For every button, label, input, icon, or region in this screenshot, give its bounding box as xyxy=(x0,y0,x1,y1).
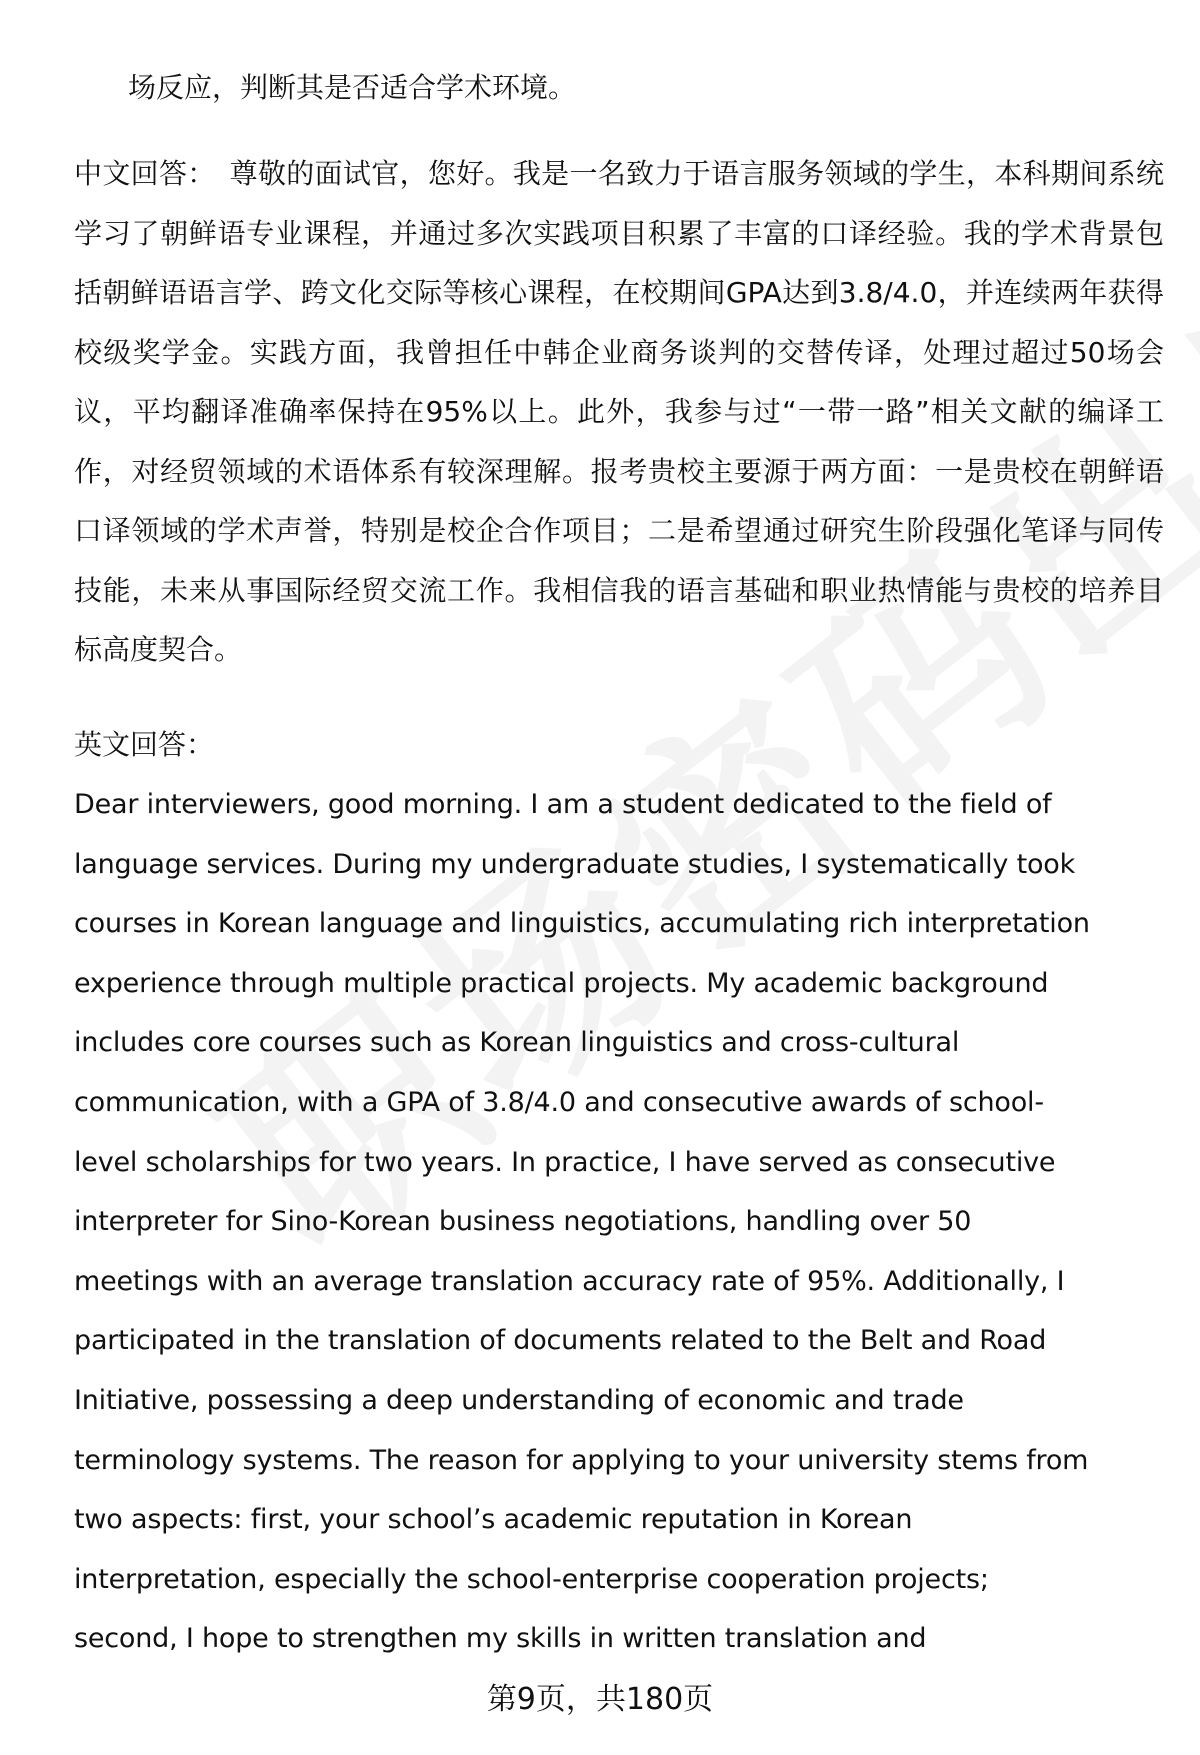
english-answer-line: experience through multiple practical projects. My academic background xyxy=(74,967,1049,999)
english-answer-line: second, I hope to strengthen my skills in written translation and xyxy=(74,1623,927,1655)
english-answer-line: Initiative, possessing a deep understanding of economic and trade xyxy=(74,1384,964,1416)
english-answer-line: meetings with an average translation accuracy rate of 95%. Additionally, I xyxy=(74,1265,1065,1297)
continuation-text: 场反应，判断其是否适合学术环境。 xyxy=(128,71,577,104)
english-answer-line: Dear interviewers, good morning. I am a student dedicated to the field of xyxy=(74,789,1052,820)
english-answer-line: courses in Korean language and linguistics, accumulating rich interpretation xyxy=(74,908,1090,940)
english-answer-line: communication, with a GPA of 3.8/4.0 and consecutive awards of school- xyxy=(74,1086,1044,1118)
english-answer-line: includes core courses such as Korean linguistics and cross-cultural xyxy=(74,1027,960,1059)
chinese-answer xyxy=(74,144,1164,680)
english-answer-line: interpreter for Sino-Korean business negotiations, handling over 50 xyxy=(74,1206,972,1238)
english-answer xyxy=(74,775,1174,1669)
english-answer-line: two aspects: first, your school’s academic reputation in Korean xyxy=(74,1504,913,1536)
chinese-answer-body: 尊敬的面试官，您好。我是一名致力于语言服务领域的学生，本科期间系统学习了朝鲜语专业课程，并通过多次实践项目积累了丰富的口译经验。我的学术背景包括朝鲜语语言学、跨文化交际等核心课程，在校期间GPA达到3.8/4.0，并连续两年获得校级奖学金。实践方面，我曾担任中韩企业商务谈判的交替传译，处理过超过50场会议，平均翻译准确率保持在95%以上。此外，我参与过“一带一路”相关文献的编译工作，对经贸领域的术语体系有较深理解。报考贵校主要源于两方面：一是贵校在朝鲜语口译领域的学术声誉，特别是校企合作项目；二是希望通过研究生阶段强化笔译与同传技能，未来从事国际经贸交流工作。我相信我的语言基础和职业热情能与贵校的培养目标高度契合。 xyxy=(74,157,1164,666)
english-answer-line: interpretation, especially the school-enterprise cooperation projects; xyxy=(74,1563,989,1595)
page-indicator: 第9页，共180页 xyxy=(486,1682,714,1717)
chinese-answer-label: 中文回答： xyxy=(74,157,216,190)
english-answer-line: terminology systems. The reason for applying to your university stems from xyxy=(74,1444,1089,1476)
english-answer-line: language services. During my undergraduate studies, I systematically took xyxy=(74,848,1076,880)
english-answer-label: 英文回答： xyxy=(74,728,215,761)
english-answer-line: participated in the translation of documents related to the Belt and Road xyxy=(74,1325,1047,1357)
english-answer-line: level scholarships for two years. In practice, I have served as consecutive xyxy=(74,1146,1056,1178)
